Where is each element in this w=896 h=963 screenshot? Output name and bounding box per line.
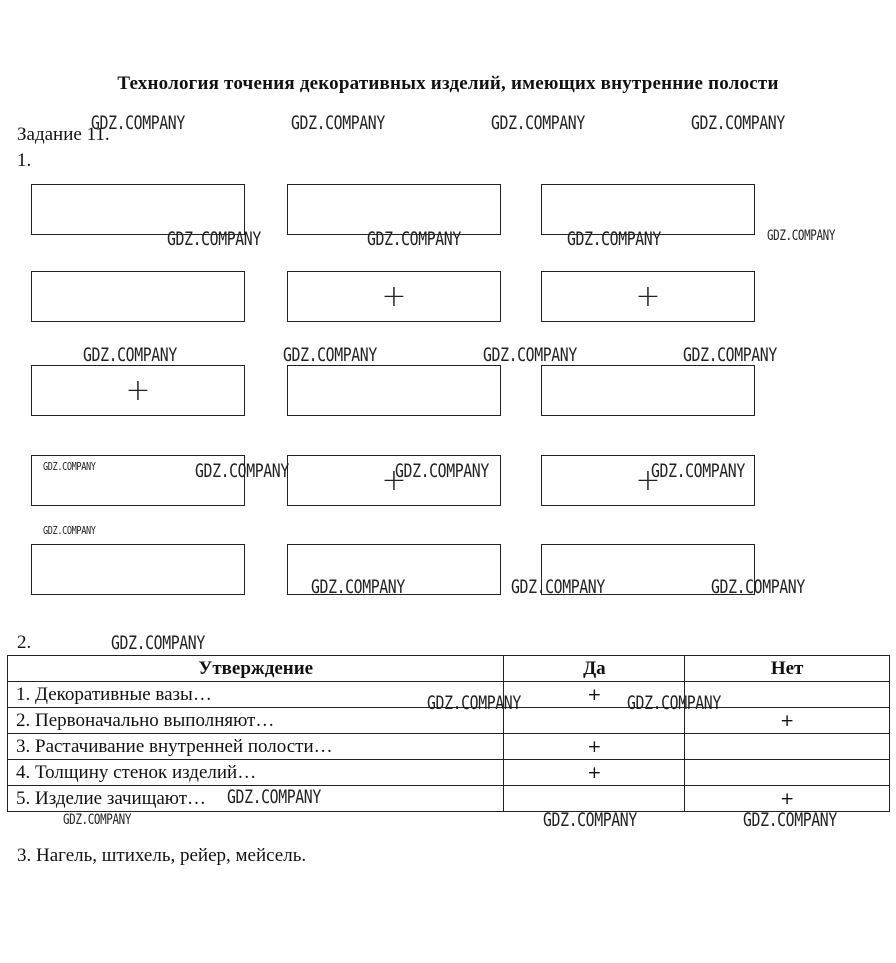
page-title: Технология точения декоративных изделий, имеющих внутренние полости (117, 73, 779, 94)
watermark: GDZ.COMPANY (43, 524, 96, 537)
watermark: GDZ.COMPANY (111, 632, 205, 654)
task-label: Задание 11. (17, 124, 110, 145)
table-header-row (8, 656, 890, 682)
header-statement: Утверждение (8, 656, 504, 682)
header-no: Нет (685, 656, 890, 682)
watermark: GDZ.COMPANY (427, 692, 521, 714)
statement-cell: 5. Изделие зачищают… (8, 786, 504, 812)
watermark: GDZ.COMPANY (711, 576, 805, 598)
grid-cell (541, 365, 755, 416)
grid-cell (541, 544, 755, 595)
watermark: GDZ.COMPANY (395, 460, 489, 482)
watermark: GDZ.COMPANY (83, 344, 177, 366)
table-row (8, 786, 890, 812)
statement-cell: 3. Растачивание внутренней полости… (8, 734, 504, 760)
grid-cell (287, 544, 501, 595)
statement-cell: 2. Первоначально выполняют… (8, 708, 504, 734)
watermark: GDZ.COMPANY (91, 112, 185, 134)
watermark: GDZ.COMPANY (767, 228, 836, 244)
yes-cell: + (504, 734, 685, 760)
grid-cell (31, 544, 245, 595)
no-cell (685, 682, 890, 708)
watermark: GDZ.COMPANY (291, 112, 385, 134)
part2-label: 2. (17, 632, 32, 653)
watermark: GDZ.COMPANY (43, 460, 96, 473)
statement-cell: 4. Толщину стенок изделий… (8, 760, 504, 786)
part3-text: 3. Нагель, штихель, рейер, мейсель. (17, 845, 307, 866)
yes-cell: + (504, 682, 685, 708)
grid-cell: + (287, 271, 501, 322)
no-cell (685, 760, 890, 786)
grid-cell (31, 184, 245, 235)
watermark: GDZ.COMPANY (491, 112, 585, 134)
watermark: GDZ.COMPANY (63, 812, 132, 828)
statements-table (7, 655, 890, 812)
watermark: GDZ.COMPANY (691, 112, 785, 134)
table-row (8, 682, 890, 708)
watermark: GDZ.COMPANY (283, 344, 377, 366)
statement-cell: 1. Декоративные вазы… (8, 682, 504, 708)
grid-cell: + (287, 455, 501, 506)
no-cell (685, 734, 890, 760)
grid-cell (541, 184, 755, 235)
no-cell: + (685, 708, 890, 734)
watermark: GDZ.COMPANY (311, 576, 405, 598)
watermark: GDZ.COMPANY (651, 460, 745, 482)
watermark: GDZ.COMPANY (511, 576, 605, 598)
watermark: GDZ.COMPANY (227, 786, 321, 808)
yes-cell (504, 708, 685, 734)
grid-cell: + (541, 455, 755, 506)
grid-cell (287, 184, 501, 235)
watermark: GDZ.COMPANY (567, 228, 661, 250)
watermark: GDZ.COMPANY (627, 692, 721, 714)
watermark: GDZ.COMPANY (743, 809, 837, 831)
table-row (8, 760, 890, 786)
table-row (8, 734, 890, 760)
watermark: GDZ.COMPANY (543, 809, 637, 831)
yes-cell: + (504, 760, 685, 786)
table-row (8, 708, 890, 734)
watermark: GDZ.COMPANY (367, 228, 461, 250)
part1-label: 1. (17, 150, 32, 171)
watermark: GDZ.COMPANY (683, 344, 777, 366)
grid-cell (31, 271, 245, 322)
no-cell: + (685, 786, 890, 812)
watermark: GDZ.COMPANY (483, 344, 577, 366)
grid-cell: + (541, 271, 755, 322)
yes-cell (504, 786, 685, 812)
watermark: GDZ.COMPANY (167, 228, 261, 250)
grid-cell (31, 455, 245, 506)
grid-cell (287, 365, 501, 416)
header-yes: Да (504, 656, 685, 682)
grid-cell: + (31, 365, 245, 416)
watermark: GDZ.COMPANY (195, 460, 289, 482)
